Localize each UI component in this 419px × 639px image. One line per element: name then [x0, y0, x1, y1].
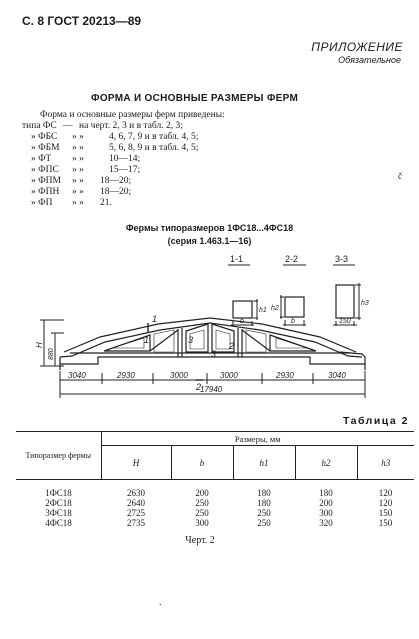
truss-elevation	[60, 318, 365, 370]
page-header: С. 8 ГОСТ 20213—89	[22, 14, 142, 28]
dim-label: h2	[271, 305, 279, 312]
list-text: 18—20;	[100, 176, 132, 186]
list-text: 21.	[100, 198, 112, 208]
table-row	[16, 488, 414, 498]
cell: 200	[319, 497, 333, 508]
col-header: H	[101, 446, 171, 480]
col-header: h1	[233, 446, 295, 480]
section-title: ФОРМА И ОСНОВНЫЕ РАЗМЕРЫ ФЕРМ	[91, 93, 299, 104]
cell: 300	[195, 517, 209, 528]
footer-mark: .	[159, 597, 162, 608]
figure-caption: Черт. 2	[185, 535, 215, 546]
table-row	[16, 518, 414, 528]
figure-subtitle: (серия 1.463.1—16)	[167, 236, 252, 246]
list-sep: » »	[72, 165, 84, 175]
dim-total: 17940	[200, 385, 223, 394]
cell: 120	[378, 487, 393, 498]
dim-value: 2930	[276, 371, 294, 380]
cell: 2630	[127, 487, 145, 498]
list-type: » ФТ	[31, 154, 52, 164]
group-header: Размеры, мм	[101, 432, 414, 446]
cell: 250	[195, 497, 209, 508]
callout: 1	[144, 335, 150, 345]
list-sep: » »	[72, 187, 84, 197]
cell: 300	[319, 507, 333, 518]
cell: 180	[257, 487, 271, 498]
section-3-3	[333, 254, 369, 326]
section-label: 3-3	[335, 254, 349, 264]
cell: 2725	[127, 507, 145, 518]
table-row	[16, 508, 414, 518]
list-sep: » »	[72, 132, 84, 142]
dim-label: b	[291, 318, 295, 325]
col-header: h3	[357, 446, 414, 480]
callout: 3	[188, 335, 194, 345]
row-header: Типоразмер фермы	[16, 432, 101, 480]
dim-880-label: 880	[48, 348, 55, 360]
callout: 2	[196, 382, 202, 392]
list-type: » ФПН	[31, 187, 60, 197]
cell: 150	[378, 517, 393, 528]
dim-value: 3040	[328, 371, 346, 380]
dim-label: h3	[361, 300, 369, 307]
cell: 250	[195, 507, 209, 518]
list-sep: » »	[72, 176, 84, 186]
intro-text: Форма и основные размеры ферм приведены:	[40, 110, 225, 120]
cell: 250	[257, 517, 271, 528]
list-text: 15—17;	[109, 165, 141, 175]
callout: 3	[211, 349, 217, 359]
cell: 320	[319, 517, 333, 528]
list-type: » ФП	[31, 198, 53, 208]
dim-label: h1	[259, 307, 267, 314]
appendix-subtitle: Обязательное	[338, 55, 401, 65]
table-caption: Таблица 2	[342, 415, 409, 427]
dim-H-label: H	[35, 342, 44, 348]
cell: 2640	[127, 497, 145, 508]
list-text: 10—14;	[109, 154, 141, 164]
list-sep: —	[63, 121, 73, 131]
col-header: b	[171, 446, 233, 480]
dim-value: 3000	[220, 371, 238, 380]
figure-title: Фермы типоразмеров 1ФС18...4ФС18	[125, 223, 294, 233]
cell: 120	[378, 497, 393, 508]
section-2-2	[271, 254, 306, 326]
dim-value: 3000	[170, 371, 188, 380]
table-row	[16, 498, 414, 508]
list-text: на черт. 2, 3 и в табл. 2, 3;	[79, 121, 183, 131]
list-type: » ФПС	[31, 165, 59, 175]
cell: 180	[319, 487, 333, 498]
row-type: 1ФС18	[45, 487, 72, 498]
cell: 250	[257, 507, 271, 518]
list-sep: » »	[72, 198, 84, 208]
margin-mark: č	[398, 171, 402, 181]
list-text: 4, 6, 7, 9 и в табл. 4, 5;	[109, 132, 199, 142]
row-type: 4ФС18	[45, 517, 72, 528]
dim-value: 2930	[117, 371, 135, 380]
cell: 150	[378, 507, 393, 518]
row-type: 2ФС18	[45, 497, 72, 508]
list-sep: » »	[72, 143, 84, 153]
section-label: 1-1	[230, 254, 244, 264]
list-type: » ФБМ	[31, 143, 60, 153]
dim-value: 3040	[68, 371, 86, 380]
list-type: » ФПМ	[31, 176, 61, 186]
list-type: типа ФС	[22, 121, 57, 131]
appendix-title: ПРИЛОЖЕНИЕ	[311, 40, 403, 54]
dim-label: 150	[339, 318, 351, 325]
section-rect	[285, 297, 304, 317]
section-rect	[233, 301, 252, 318]
cell: 200	[195, 487, 209, 498]
dimensions-table	[16, 431, 414, 528]
cell: 180	[257, 497, 271, 508]
callout: 1	[152, 314, 158, 324]
list-type: » ФБС	[31, 132, 58, 142]
list-text: 5, 6, 8, 9 и в табл. 4, 5;	[109, 143, 199, 153]
section-rect	[336, 285, 354, 318]
list-sep: » »	[72, 154, 84, 164]
callout: 2	[229, 341, 235, 351]
row-type: 3ФС18	[45, 507, 72, 518]
col-header: h2	[295, 446, 357, 480]
cell: 2735	[127, 517, 145, 528]
list-text: 18—20;	[100, 187, 132, 197]
dim-label: b	[240, 318, 244, 325]
section-label: 2-2	[285, 254, 299, 264]
section-1-1	[228, 254, 267, 326]
